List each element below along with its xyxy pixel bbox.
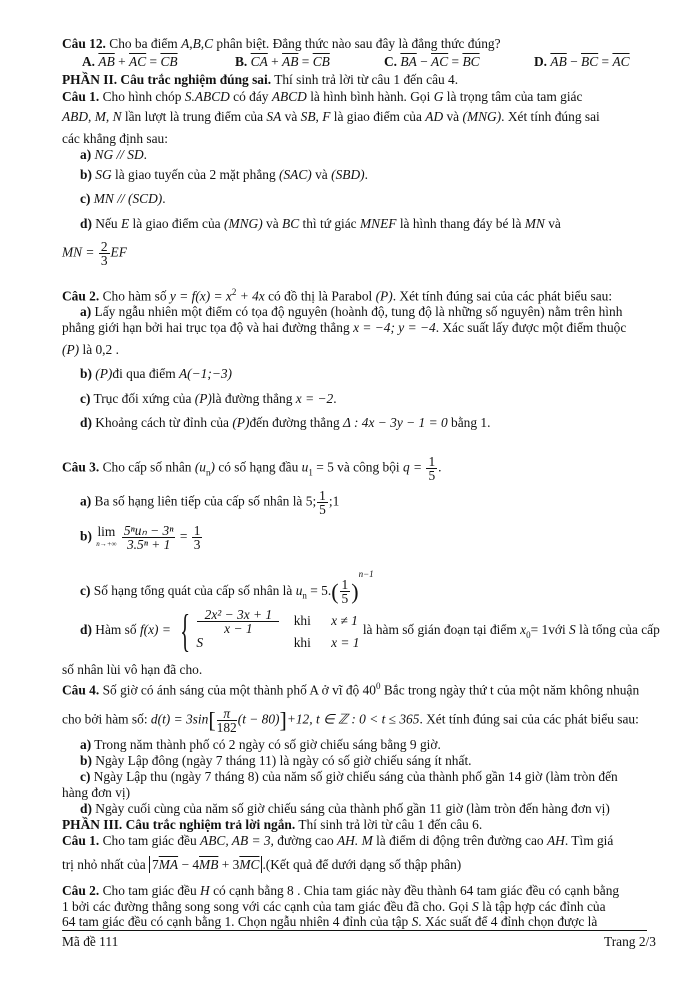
math: AD: [425, 109, 444, 124]
text: là giao điểm của: [132, 216, 221, 231]
text: là hàm số gián đoạn tại điểm: [362, 622, 517, 638]
math: MNEF: [360, 216, 397, 231]
text: số nhân lùi vô hạn đã cho.: [62, 662, 203, 677]
vector: $\overline{AB}$: [550, 54, 567, 69]
item-label: d): [80, 801, 92, 816]
text: Cho hàm số: [102, 288, 167, 304]
operator: +: [271, 54, 279, 69]
khi: khi: [293, 612, 311, 628]
text: đường cao: [277, 833, 334, 848]
math: M: [361, 833, 373, 848]
math: (P): [232, 415, 250, 430]
text: Bắc trong ngày thứ t của một năm không nhuận: [380, 682, 640, 698]
text: . Xét tính đúng sai của các phát biểu sau:: [419, 711, 639, 727]
vector: $\overline{AC}$: [129, 54, 147, 69]
option-label: D.: [534, 54, 548, 69]
vector: $\overline{BA}$: [400, 54, 417, 69]
equals: =: [301, 54, 310, 69]
q12-label: Câu 12.: [62, 36, 106, 51]
text: trị nhỏ nhất của: [62, 857, 146, 872]
math: AH: [546, 833, 565, 848]
condition: x = 1: [331, 635, 360, 650]
paren: (: [331, 578, 339, 604]
denominator: 3.5ⁿ + 1: [126, 537, 171, 552]
item-label: c): [80, 769, 91, 784]
math: F: [322, 109, 331, 124]
brace: {: [180, 605, 191, 656]
item-label: d): [80, 415, 92, 430]
page-number: Trang 2/3: [604, 934, 656, 949]
item-label: a): [80, 493, 92, 509]
exam-code: Mã đề 111: [62, 934, 119, 949]
condition: x ≠ 1: [331, 612, 358, 628]
text: hàng đơn vị): [62, 785, 131, 800]
item-label: d): [80, 216, 92, 231]
math: + 4x: [239, 288, 265, 304]
denominator: 182: [216, 720, 237, 735]
item-label: c): [80, 391, 91, 406]
item-label: c): [80, 191, 91, 206]
text: Cho tam giác đều: [102, 883, 197, 898]
fraction: [340, 578, 351, 605]
p2q1-c: c) MN // (SCD).: [80, 191, 166, 206]
numerator: 2: [100, 239, 108, 254]
text: đi qua điểm: [112, 366, 176, 381]
math: S: [569, 622, 576, 638]
vector: $\overline{BC}$: [462, 54, 480, 69]
text: và: [446, 109, 460, 124]
p3q2-label: Câu 2.: [62, 883, 100, 898]
vector: $\overline{AC}$: [431, 54, 449, 69]
q12-option-c: [384, 54, 480, 70]
math: x = −2: [295, 391, 334, 406]
item-label: d): [80, 622, 92, 638]
text: . Xác suất để 4 đỉnh chọn được là: [418, 914, 598, 929]
math: ;1: [328, 493, 340, 509]
part2-title: PHẦN II. Câu trắc nghiệm đúng sai.: [62, 72, 272, 87]
math: (u: [194, 459, 206, 475]
p2q2-stem: [62, 284, 612, 304]
p2q1-d: [80, 216, 561, 232]
math: SA: [266, 109, 282, 124]
p2q4-b: [80, 753, 472, 769]
math: S: [411, 914, 419, 929]
p2q1-b: b) SG là giao tuyến của 2 mặt phẳng (SAC) và (SBD).: [80, 167, 368, 182]
text: là tập hợp các đỉnh của: [482, 899, 606, 914]
text: Ba số hạng liên tiếp của cấp số nhân là: [94, 493, 303, 509]
item-label: a): [80, 304, 92, 319]
p2q1-line1: [62, 89, 582, 105]
operator: −: [570, 54, 578, 69]
absolute-value: [149, 856, 262, 873]
text: có đáy: [233, 89, 269, 104]
text: . Xét tính đúng sai của các phát biểu sau:: [392, 288, 613, 304]
math: (P): [95, 366, 113, 381]
math: MN: [524, 216, 545, 231]
numerator: 1: [428, 454, 436, 469]
p2q3-d: [80, 605, 660, 656]
q12-option-a: [82, 54, 178, 70]
item-label: c): [80, 583, 91, 598]
item-label: b): [80, 366, 92, 381]
math: (P): [194, 391, 212, 406]
numerator: 2x² − 3x + 1: [197, 608, 279, 622]
numerator: 1: [319, 488, 326, 503]
bracket: ]: [279, 707, 287, 733]
text: thì tứ giác: [302, 216, 357, 231]
text: và: [284, 109, 298, 124]
math: y = f(x) = x: [169, 288, 232, 304]
text: có đồ thị là Parabol: [268, 288, 373, 304]
item-label: b): [80, 753, 92, 768]
math: = 5.: [310, 583, 332, 598]
denominator: 5: [341, 591, 349, 607]
fraction: [122, 524, 176, 551]
q12-text2: phân biệt. Đẳng thức nào sau đây là đẳng thức đúng?: [216, 36, 501, 51]
text: Hàm số: [95, 622, 137, 638]
text: đến đường thẳng: [249, 415, 340, 430]
exponent: 2: [231, 287, 237, 297]
denominator: x − 1: [224, 621, 253, 636]
item-label: a): [80, 147, 92, 162]
math: (P): [62, 342, 80, 357]
part3-title: PHẦN III. Câu trắc nghiệm trả lời ngắn.: [62, 817, 296, 832]
p2q1-d-equation: [62, 240, 127, 267]
math: NG // SD: [94, 147, 144, 162]
math: M, N: [94, 109, 122, 124]
text: phẳng giới hạn bởi hai trục tọa độ và hai đường thẳng: [62, 320, 350, 335]
coef: + 3: [221, 857, 240, 872]
math: (MNG): [223, 216, 263, 231]
text: Cho hình chóp: [102, 89, 182, 104]
text: là điểm di động trên đường cao: [376, 833, 544, 848]
p3q1-label: Câu 1.: [62, 833, 100, 848]
vector: $\overline{AC}$: [612, 54, 630, 69]
math: (t − 80): [237, 711, 280, 727]
text: là tổng của cấp: [579, 622, 660, 638]
p2q3-label: Câu 3.: [62, 459, 100, 475]
denominator: 3: [193, 537, 201, 552]
math: ABD: [62, 109, 89, 124]
paren: ): [351, 578, 359, 604]
math: f(x) =: [139, 622, 171, 638]
text: . Xét tính đúng sai: [501, 109, 600, 124]
vector: $\overline{CA}$: [250, 54, 268, 69]
math: ABC, AB = 3,: [200, 833, 274, 848]
q12-option-d: [534, 54, 630, 70]
piecewise-function: [174, 605, 360, 656]
math: +12, t ∈ ℤ : 0 < t ≤ 365: [286, 711, 420, 727]
superscript: 0: [375, 681, 381, 691]
p2q3-d-line2: [62, 662, 202, 678]
math: A(−1;−3): [178, 366, 233, 381]
math: ): [210, 459, 215, 475]
subscript: 1: [308, 467, 313, 478]
math: x = −4; y = −4: [353, 320, 436, 335]
vector: $\overline{CB}$: [160, 54, 178, 69]
text: ,: [88, 109, 95, 124]
option-label: B.: [235, 54, 248, 69]
vector: $\overline{AB}$: [282, 54, 299, 69]
text: 64 tam giác đều có cạnh bằng 1. Chọn ngẫu nhiên 4 đỉnh của tập: [62, 914, 409, 929]
math: Δ : 4x − 3y − 1 = 0: [343, 415, 448, 430]
text: là 0,2 .: [82, 342, 119, 357]
text: Cho tam giác đều: [102, 833, 197, 848]
math: = 1: [530, 622, 549, 638]
text: là đường thẳng: [211, 391, 293, 406]
text: .(Kết quả để dưới dạng số thập phân): [262, 857, 462, 872]
math: (MNG): [462, 109, 502, 124]
p2q2-a-line1: [80, 304, 622, 320]
option-label: C.: [384, 54, 398, 69]
p3q2-line2: [62, 899, 606, 915]
footer-divider: [62, 930, 647, 931]
p2q4-line1: [62, 678, 639, 698]
text: Trong năm thành phố có 2 ngày có số giờ chiếu sáng bằng 9 giờ.: [94, 737, 441, 752]
limit: [96, 523, 117, 550]
text: 1 bởi các đường thẳng song song với các cạnh của tam giác đều đã cho. Gọi: [62, 899, 469, 914]
math: G: [433, 89, 444, 104]
vector: $\overline{AB}$: [98, 54, 115, 69]
text: với: [548, 622, 566, 638]
p2q4-c-line2: [62, 785, 130, 801]
operator: −: [420, 54, 428, 69]
math: MN =: [62, 244, 95, 260]
denominator: 5: [428, 468, 436, 483]
numerator: 1: [341, 577, 349, 593]
text: Số hạng tổng quát của cấp số nhân là: [93, 583, 293, 598]
text: và: [266, 216, 279, 231]
equals: =: [601, 54, 610, 69]
operator: +: [118, 54, 126, 69]
math: MN // (SCD): [93, 191, 163, 206]
part3-instructions: Thí sinh trả lời từ câu 1 đến câu 6.: [298, 817, 483, 832]
text: Ngày Lập đông (ngày 7 tháng 11) là ngày có số giờ chiếu sáng ít nhất.: [95, 753, 472, 768]
math: q =: [403, 459, 423, 475]
subscript: 0: [526, 629, 531, 640]
text: cho bởi hàm số:: [62, 711, 148, 727]
math: u: [301, 459, 309, 475]
text: có cạnh bằng 8 . Chia tam giác này đều thành 64 tam giác đều có cạnh bằng: [213, 883, 620, 898]
text: Trục đối xứng của: [93, 391, 192, 406]
math: AH.: [337, 833, 359, 848]
math: S.ABCD: [184, 89, 230, 104]
q12-text: Cho ba điểm: [109, 36, 178, 51]
p2q3-b: [80, 524, 203, 551]
fraction: [317, 489, 328, 516]
bracket: [: [208, 707, 216, 733]
p2q3-a: [80, 489, 339, 516]
p2q4-a: [80, 737, 441, 753]
khi: khi: [293, 635, 311, 650]
math: (SAC): [279, 167, 312, 182]
text: là hình bình hành. Gọi: [310, 89, 431, 104]
q12-stem: [62, 36, 501, 52]
text: Khoảng cách từ đỉnh của: [95, 415, 229, 430]
q12-option-b: [235, 54, 330, 70]
text: . Xác suất lấy được một điểm thuộc: [435, 320, 627, 335]
exponent: n−1: [358, 569, 374, 579]
coef: 7: [152, 857, 159, 872]
p3q1-line2: [62, 857, 461, 873]
math: E: [120, 216, 130, 231]
math: SG: [95, 167, 112, 182]
math: 5;: [305, 493, 317, 509]
equals: =: [149, 54, 158, 69]
item-label: a): [80, 737, 92, 752]
p2q1-label: Câu 1.: [62, 89, 100, 104]
equals: =: [451, 54, 460, 69]
fraction: [426, 455, 437, 482]
p2q2-b: [80, 366, 232, 382]
p2q2-label: Câu 2.: [62, 288, 100, 304]
subscript: n: [302, 590, 307, 601]
math: = 5: [316, 459, 334, 475]
math: EF: [110, 244, 127, 260]
part2-heading: [62, 72, 458, 88]
numerator: 5ⁿuₙ − 3ⁿ: [123, 523, 174, 538]
math: (SBD): [331, 167, 365, 182]
subscript: n: [205, 467, 211, 478]
vector: $\overline{MA}$: [158, 857, 179, 872]
math: (P): [375, 288, 393, 304]
denominator: 5: [319, 502, 326, 517]
text: và công bội: [337, 459, 400, 475]
p2q3-c: [80, 566, 374, 605]
text: Lấy ngẫu nhiên một điểm có tọa độ nguyên (hoành độ, tung độ là những số nguyên) nằm trên hình: [94, 304, 623, 319]
vector: $\overline{MC}$: [239, 857, 260, 872]
denominator: 3: [100, 253, 108, 268]
p2q4-d: [80, 801, 610, 817]
text: là trọng tâm của tam giác: [446, 89, 583, 104]
numerator: 1: [193, 523, 201, 538]
p2q2-c: c) Trục đối xứng của (P)là đường thẳng x = −2.: [80, 391, 337, 406]
fraction: [192, 524, 203, 551]
p2q4-line2: [62, 707, 639, 734]
lim-subscript: n→+∞: [96, 539, 117, 548]
item-label: b): [80, 167, 92, 182]
text: Nếu: [95, 216, 118, 231]
text: và: [548, 216, 561, 231]
vector: $\overline{BC}$: [581, 54, 599, 69]
p3q2-line3: [62, 914, 597, 930]
math: u: [295, 583, 303, 598]
math: H: [200, 883, 210, 898]
text: các khẳng định sau:: [62, 131, 168, 146]
p2q4-label: Câu 4.: [62, 682, 100, 698]
fraction: [99, 240, 110, 267]
text: là hình thang đáy bé là: [399, 216, 522, 231]
text: lần lượt là trung điểm của: [124, 109, 264, 124]
p2q2-d: [80, 415, 490, 431]
vector: $\overline{MB}$: [199, 857, 219, 872]
item-label: b): [80, 528, 92, 544]
coef: − 4: [181, 857, 200, 872]
p3q1-line1: [62, 833, 613, 849]
lim-text: lim: [97, 523, 116, 539]
text: là giao điểm của: [333, 109, 422, 124]
text: Cho cấp số nhân: [102, 459, 192, 475]
fraction: [217, 707, 237, 734]
text: Ngày Lập thu (ngày 7 tháng 8) của năm số giờ chiếu sáng của thành phố gần 14 giờ (làm tròn đến: [93, 769, 618, 784]
p3q2-line1: [62, 883, 619, 899]
math: BC: [282, 216, 300, 231]
p2q1-line2: [62, 109, 600, 125]
text: có số hạng đầu: [218, 459, 299, 475]
part2-instructions: Thí sinh trả lời từ câu 1 đến câu 4.: [274, 72, 459, 87]
piecewise-row: [196, 607, 359, 636]
value: S: [196, 635, 204, 650]
text: . Tìm giá: [564, 833, 614, 848]
numerator: π: [217, 707, 237, 721]
p2q1-a: a) NG // SD.: [80, 147, 147, 162]
math: x: [520, 622, 527, 638]
text: Số giờ có ánh sáng của một thành phố A ở vĩ độ 40: [102, 682, 376, 698]
p2q3-stem: Câu 3. Cho cấp số nhân $(u_n)$ có số hạng đầu $u_1 = 5$ và công bội q = $\frac{1}{5}$ .: [62, 454, 442, 483]
p2q4-c: [80, 769, 618, 785]
piecewise-row: [196, 631, 359, 654]
p2q2-a-line2: [62, 320, 626, 336]
text: và: [315, 167, 328, 182]
option-label: A.: [82, 54, 96, 69]
text: Ngày cuối cùng của năm số giờ chiếu sáng của thành phố gần 11 giờ (làm tròn đến hàng đơn vị): [95, 801, 610, 816]
text: bằng 1.: [451, 415, 491, 430]
text: ,: [315, 109, 319, 124]
math: d(t) = 3sin: [150, 711, 209, 727]
text: là giao tuyến của 2 mặt phẳng: [115, 167, 276, 182]
math: S: [472, 899, 479, 914]
q12-points: A,B,C: [181, 36, 214, 51]
math: SB: [300, 109, 316, 124]
p2q2-a-line3: [62, 342, 119, 358]
math: ABCD: [271, 89, 307, 104]
p2q1-line3: [62, 131, 168, 147]
part3-heading: [62, 817, 482, 833]
equals: =: [179, 528, 188, 544]
vector: $\overline{CB}$: [312, 54, 330, 69]
